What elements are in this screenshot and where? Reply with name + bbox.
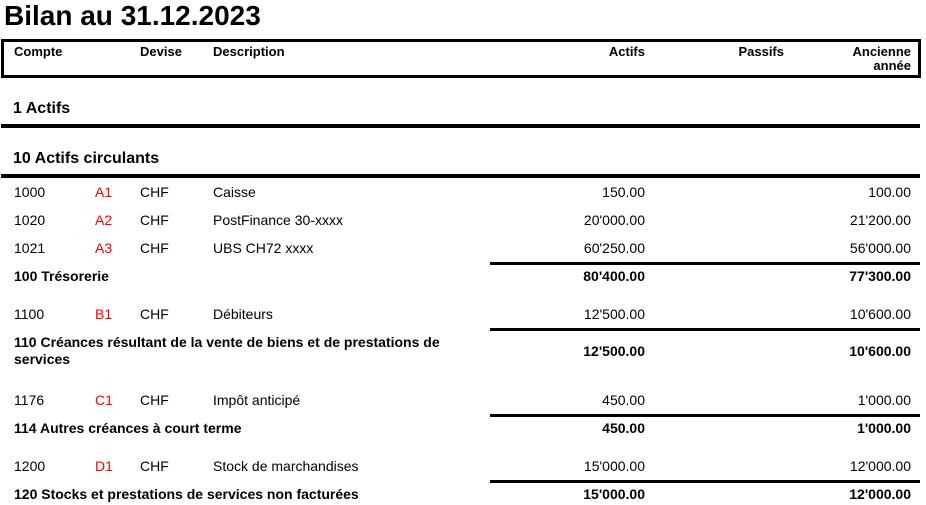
table-header xyxy=(1,39,921,78)
column-header-ancienne-line2: année xyxy=(873,58,911,73)
cell-segment: D1 xyxy=(95,457,113,474)
column-header-description: Description xyxy=(213,44,285,59)
total-actifs: 450.00 xyxy=(602,420,645,436)
table-row-1176 xyxy=(0,386,926,414)
total-ancienne-annee: 10'600.00 xyxy=(849,342,911,359)
section-heading-actifs: 1 Actifs xyxy=(13,100,71,117)
cell-compte: 1020 xyxy=(14,211,46,228)
table-header-row xyxy=(14,45,911,73)
cell-actifs: 150.00 xyxy=(602,183,645,200)
cell-description: PostFinance 30-xxxx xyxy=(213,211,343,228)
column-header-ancienne-annee xyxy=(784,45,911,73)
cell-devise: CHF xyxy=(140,183,169,200)
group-total-row-120 xyxy=(0,483,926,505)
cell-compte: 1000 xyxy=(14,183,46,200)
total-label: 100 Trésorerie xyxy=(14,268,109,284)
group-total-row-114 xyxy=(0,417,926,443)
cell-ancienne-annee: 10'600.00 xyxy=(849,305,911,322)
table-row-1000 xyxy=(0,178,926,206)
group-total-row-100 xyxy=(0,265,926,291)
total-actifs: 15'000.00 xyxy=(583,486,645,502)
cell-segment: A1 xyxy=(95,183,113,200)
cell-actifs: 60'250.00 xyxy=(583,239,645,256)
cell-description: Débiteurs xyxy=(213,305,273,322)
cell-compte: 1021 xyxy=(14,239,46,256)
cell-ancienne-annee: 21'200.00 xyxy=(849,211,911,228)
cell-description: Stock de marchandises xyxy=(213,457,359,474)
cell-segment: A2 xyxy=(95,211,113,228)
table-row-1021 xyxy=(0,234,926,262)
cell-actifs: 12'500.00 xyxy=(583,305,645,322)
cell-actifs: 450.00 xyxy=(602,391,645,408)
column-header-ancienne-line1: Ancienne xyxy=(852,44,911,59)
column-header-actifs: Actifs xyxy=(608,44,645,59)
cell-compte: 1100 xyxy=(14,305,45,322)
cell-description: Impôt anticipé xyxy=(213,391,301,408)
table-body xyxy=(0,178,926,505)
group-total-row-110 xyxy=(0,331,926,377)
cell-devise: CHF xyxy=(140,305,169,322)
cell-segment: C1 xyxy=(95,391,113,408)
table-row-1100 xyxy=(0,300,926,328)
cell-description: UBS CH72 xxxx xyxy=(213,239,314,256)
cell-ancienne-annee: 100.00 xyxy=(868,183,911,200)
column-header-passifs: Passifs xyxy=(738,44,784,59)
cell-devise: CHF xyxy=(140,239,169,256)
cell-segment: A3 xyxy=(95,239,113,256)
cell-devise: CHF xyxy=(140,211,169,228)
total-ancienne-annee: 77'300.00 xyxy=(849,268,911,284)
total-label: 114 Autres créances à court terme xyxy=(14,420,242,436)
cell-ancienne-annee: 1'000.00 xyxy=(857,391,911,408)
total-label: 110 Créances résultant de la vente de biens et de prestations de services xyxy=(14,334,440,367)
cell-compte: 1200 xyxy=(14,457,46,474)
section-heading-actifs-circulants: 10 Actifs circulants xyxy=(13,150,160,167)
total-actifs: 80'400.00 xyxy=(583,268,645,284)
cell-segment: B1 xyxy=(95,305,113,322)
table-row-1200 xyxy=(0,452,926,480)
cell-actifs: 20'000.00 xyxy=(583,211,645,228)
page-title: Bilan au 31.12.2023 xyxy=(4,0,261,31)
column-header-compte: Compte xyxy=(14,44,63,59)
cell-ancienne-annee: 56'000.00 xyxy=(849,239,911,256)
cell-devise: CHF xyxy=(140,457,169,474)
cell-actifs: 15'000.00 xyxy=(583,457,645,474)
table-row-1020 xyxy=(0,206,926,234)
cell-description: Caisse xyxy=(213,183,256,200)
total-actifs: 12'500.00 xyxy=(583,342,645,359)
total-label: 120 Stocks et prestations de services non facturées xyxy=(14,486,359,502)
total-ancienne-annee: 12'000.00 xyxy=(849,486,911,502)
section-divider xyxy=(1,124,920,128)
column-header-devise: Devise xyxy=(140,44,182,59)
cell-devise: CHF xyxy=(140,391,169,408)
total-ancienne-annee: 1'000.00 xyxy=(857,420,911,436)
cell-ancienne-annee: 12'000.00 xyxy=(849,457,911,474)
cell-compte: 1176 xyxy=(14,391,45,408)
